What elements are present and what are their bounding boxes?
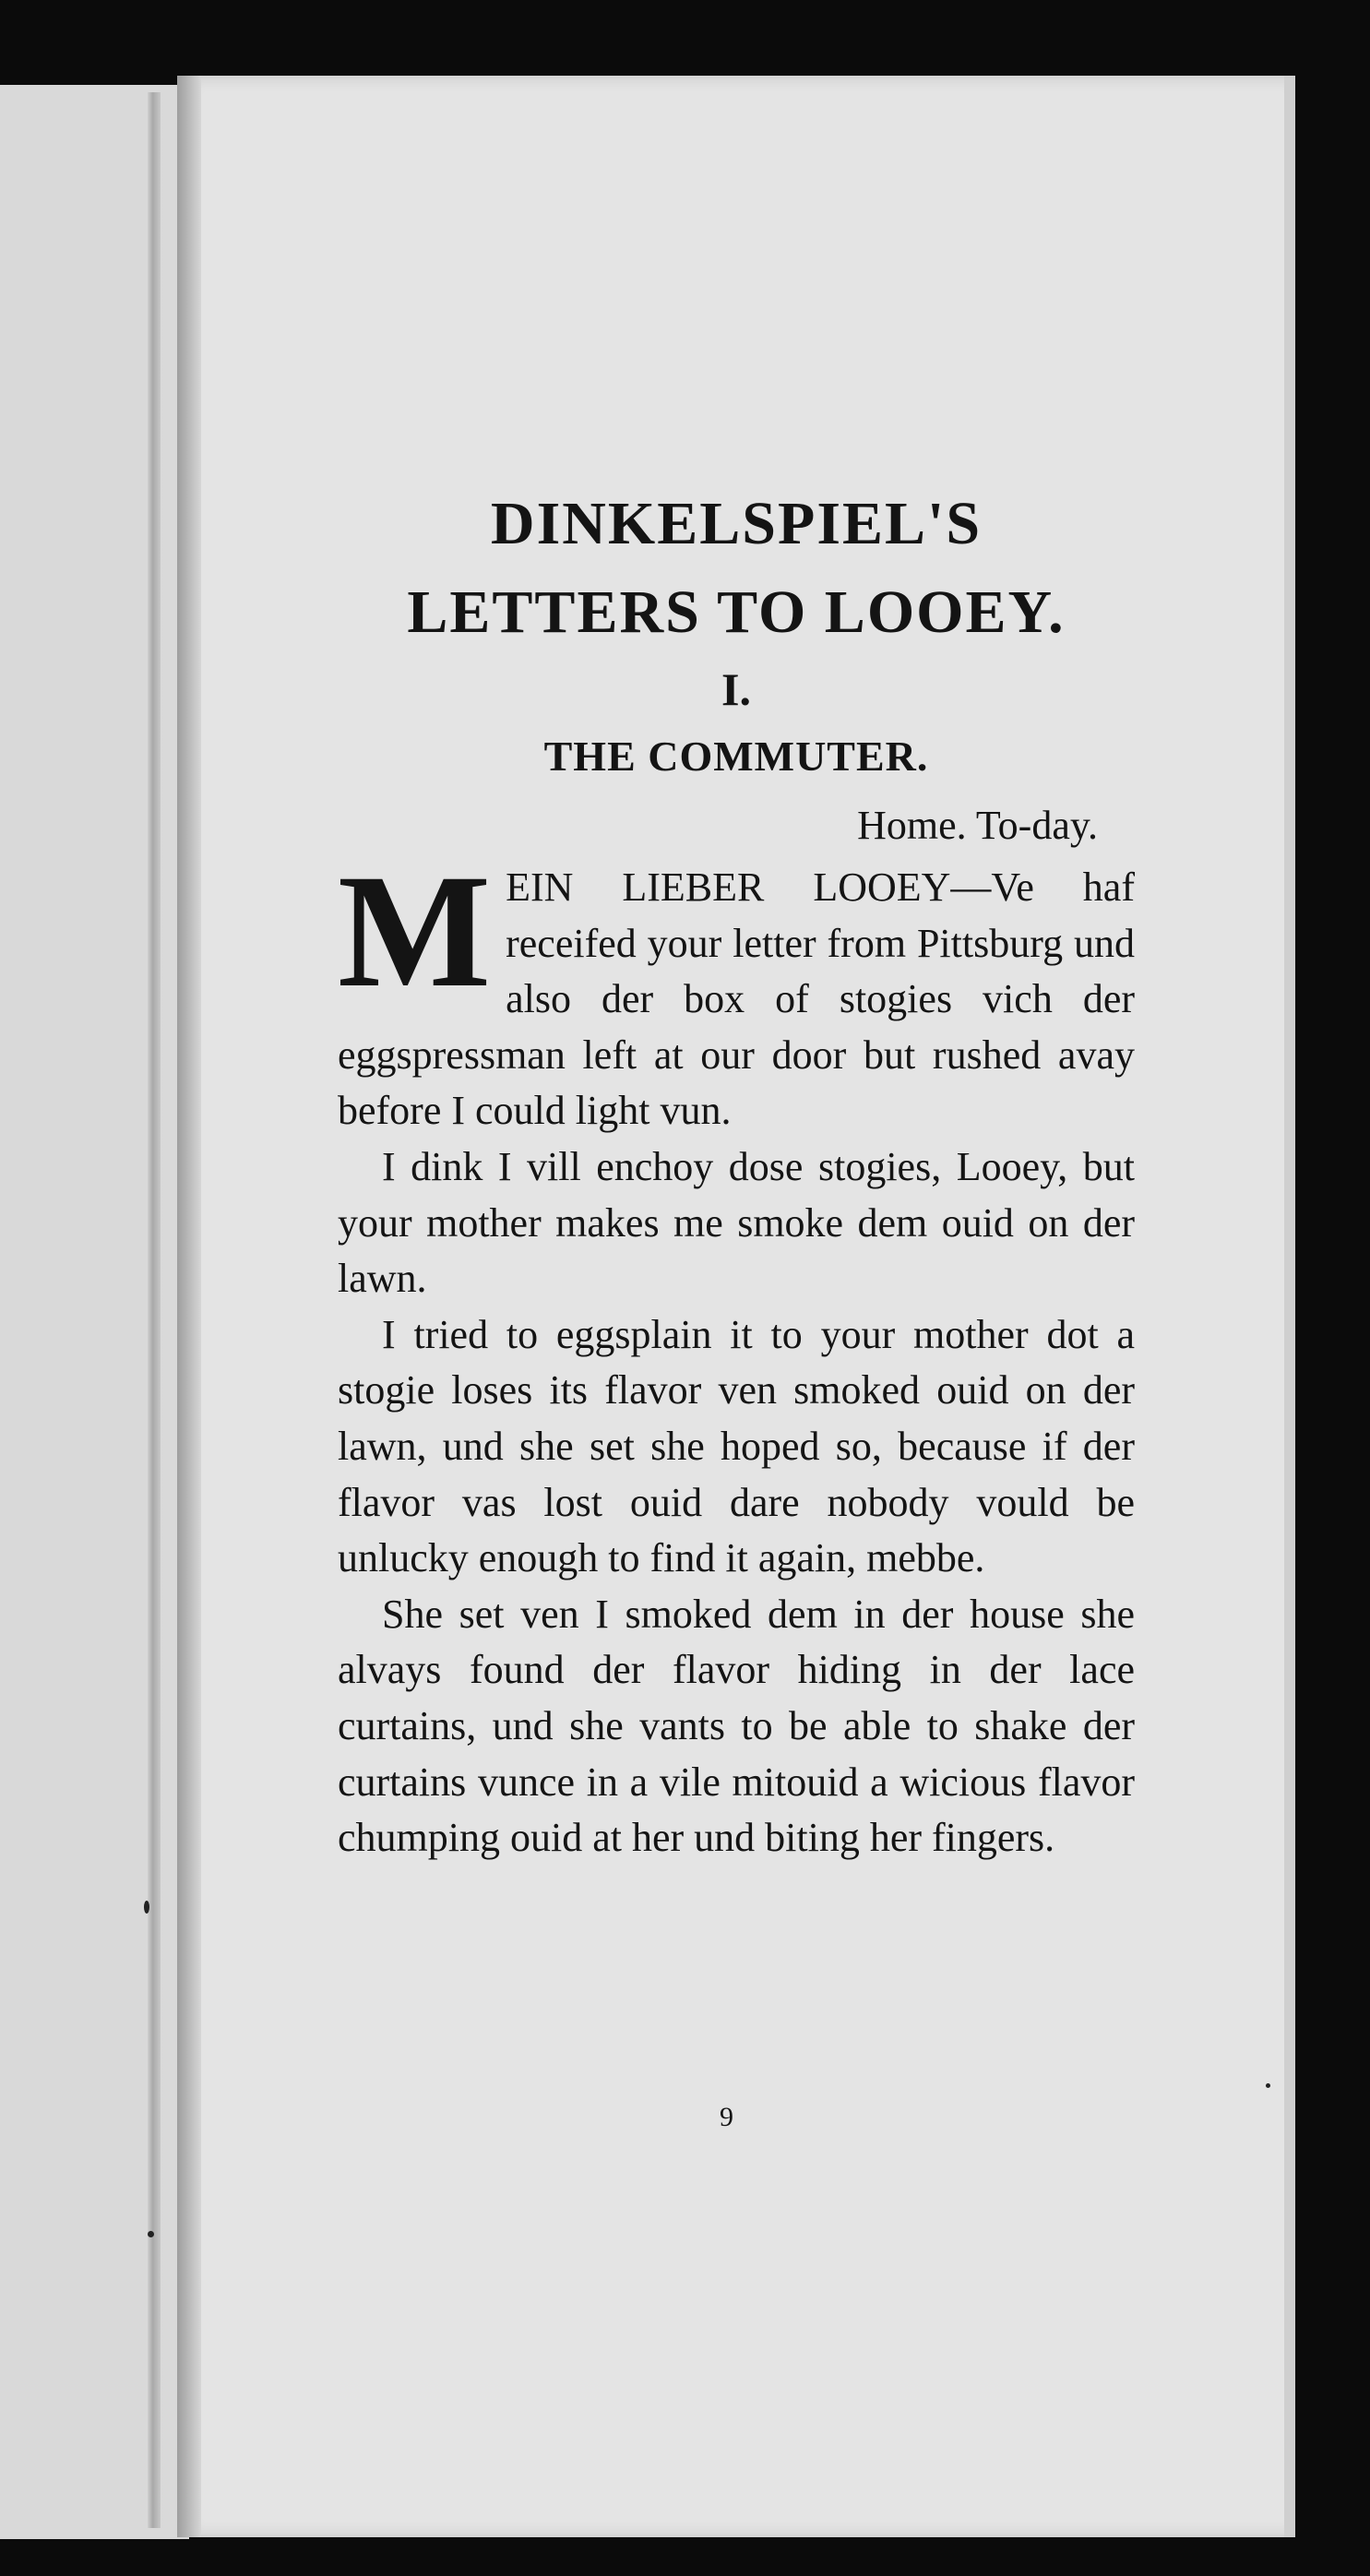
title-line-1: DINKELSPIEL'S [490, 490, 983, 557]
dateline: Home. To-day. [857, 803, 1098, 848]
page-text [338, 480, 1135, 1866]
page-right-edge [1284, 76, 1295, 2537]
chapter-number: I. [721, 663, 751, 715]
scan-speck [148, 2231, 154, 2237]
scan-speck [1266, 2083, 1270, 2088]
page-number: 9 [720, 2102, 733, 2132]
paragraph-2: I dink I vill enchoy dose stogies, Looey, but your mother makes me smoke dem ouid on der lawn. [338, 1143, 1135, 1302]
paragraph-1 [338, 841, 1135, 1139]
scan-speck [144, 1901, 149, 1914]
paragraph-1-text: EIN LIEBER LOOEY—Ve haf receifed your letter from Pittsburg und also der box of stogies vich der eggspressman left at our door but rushed avay before I could light vun. [338, 865, 1135, 1134]
drop-cap: M [338, 841, 492, 1021]
chapter-title: THE COMMUTER. [543, 733, 929, 780]
left-page-edge [0, 85, 189, 2539]
book-spine-shadow [148, 92, 161, 2528]
title-line-2: LETTERS TO LOOEY. [407, 578, 1066, 646]
paragraph-3: I tried to eggsplain it to your mother dot a stogie loses its flavor ven smoked ouid on der lawn, und she set she hoped so, because if der flavor vas lost ouid dare nobody vould be unlucky enough to find it again, mebbe. [338, 1311, 1135, 1581]
letter-body [338, 841, 1135, 1866]
paragraph-4: She set ven I smoked dem in der house she alvays found der flavor hiding in der lace curtains, und she vants to be able to shake der curtains vunce in a vile mitouid a wicious flavor chumping ouid at her und biting her fingers. [338, 1591, 1135, 1861]
page-gutter [177, 76, 201, 2537]
